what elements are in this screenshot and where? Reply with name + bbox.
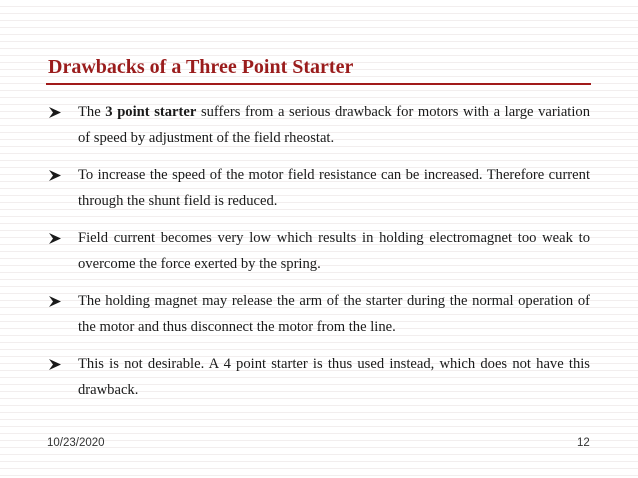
arrow-bullet-icon [49,170,61,181]
bullet-list [48,99,590,414]
slide-title: Drawbacks of a Three Point Starter [48,56,354,78]
bullet-text: Field current becomes very low which results in holding electromagnet too weak to overcome the force exerted by the spring. [78,230,590,272]
bullet-item [48,162,590,214]
bullet-item [48,351,590,403]
bullet-text: The holding magnet may release the arm of the starter during the normal operation of the motor and thus disconnect the motor from the line. [78,293,590,335]
bullet-item [48,225,590,277]
bullet-item [48,99,590,151]
bullet-item [48,288,590,340]
arrow-bullet-icon [49,107,61,118]
footer-page-number: 12 [577,437,590,449]
footer-date: 10/23/2020 [47,437,105,449]
arrow-bullet-icon [49,359,61,370]
bullet-text: To increase the speed of the motor field resistance can be increased. Therefore current through the shunt field is reduced. [78,167,590,209]
bullet-text-bold: 3 point starter [105,104,197,120]
bullet-text-pre: The [78,104,106,120]
bullet-text-post: suffers from a serious drawback for motors with a large variation of speed by adjustment of the field rheostat. [78,104,591,146]
bullet-text: This is not desirable. A 4 point starter is thus used instead, which does not have this drawback. [78,356,590,398]
arrow-bullet-icon [49,233,61,244]
title-underline [46,83,591,85]
arrow-bullet-icon [49,296,61,307]
